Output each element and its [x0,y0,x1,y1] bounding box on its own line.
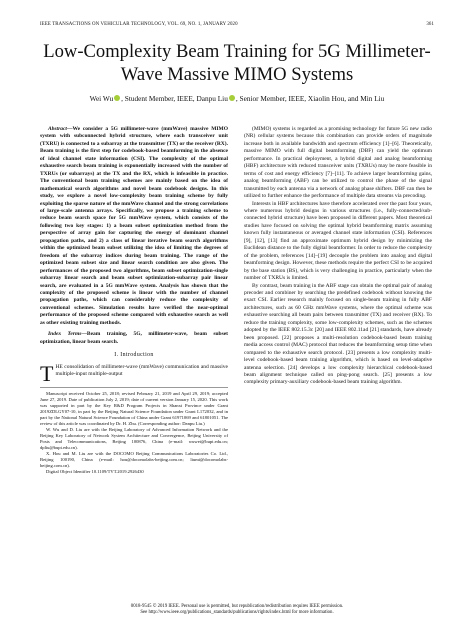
index-terms-text: —Beam training, 5G, millimeter-wave, beam subset optimization, linear beam search. [40,331,229,345]
abstract-lead: Abstract [48,126,67,132]
intro-text: HE consolidation of millimeter-wave (mmWave) communication and massive multiple-input multiple-output [55,363,228,378]
body-paragraph: By contrast, beam training in the ABF stage can obtain the optimal pair of analog precoder and combiner by searching the predefined codebook without knowing the exact CSI. Earlier research mainly focused on single-beam training in fully ABF architectures, such as 60 GHz mmWave systems, where the optimal scheme was exhaustive searching all beam pairs between transmitter (TX) and receiver (RX). To reduce the training complexity, some low-complexity schemes, such as the schemes adopted by the IEEE 802.15.3c [20] and IEEE 802.11ad [21] standards, have already been proposed. [22] proposes a multi-resolution codebook-based beam training media access control (MAC) protocol that reduces the beamforming setup time when compared to the exhaustive search protocol. [23] presents a low complexity multi-level codebook-based beam training algorithm, which is based on level-adaptive antenna selection. [24] develops a low complexity hierarchical codebook-based beam alignment technique called on ping-pong search. [25] presents a low complexity primary-auxiliary codebook-based beam training algorithm. [244,282,432,386]
author-wei-wu: Wei Wu [89,94,114,103]
journal-line: IEEE TRANSACTIONS ON VEHICULAR TECHNOLOGY, VOL. 69, NO. 1, JANUARY 2020 [40,22,238,27]
footnote-doi: Digital Object Identifier 10.1109/TVT.2019.2926430 [46,469,144,475]
body-paragraph: (MIMO) systems is regarded as a promising technology for future 5G new radio (NR) cellular systems because this combination can provide orders of magnitude increase both in available bandwidth and spectrum efficiency [1]–[6]. Theoretically, massive MIMO with full digital beamforming (DBF) can yield the optimum performance. In practical deployment, a hybrid digital and analog beamforming (HBF) architecture with reduced transceiver units (TXRUs) may be more feasible in terms of cost and energy efficiency [7]–[11]. To achieve larger beamforming gains, analog beamforming (ABF) can be utilized to control the phase of the signal transmitted by each antenna via a network of analog phase shifters. DBF can then be utilized to further enhance the performance of multiple data streams via precoding. [244,126,432,200]
index-terms [40,331,228,346]
abstract-text: —We consider a 5G millimeter-wave (mmWave) massive MIMO system with subconnected hybrid structure, where each transceiver unit (TXRU) is connected to a subarray at the transmitter (TX) or the receiver (RX). Beam training is the first step for codebook-based beamforming in the absence of ideal channel state information (CSI). The complexity of the optimal exhaustive search beam training is exponentially increased with the number of TXRUs (or subarrays) at the TX and the RX, which is infeasible in practice. The conventional beam training schemes are mainly based on the idea of mathematical search algorithms and novel beam codebook designs. In this study, we explore a novel low-complexity beam training scheme by fully exploiting the sparse nature of the mmWave channel and the strong correlations of large-scale antenna arrays. Specifically, we propose a training scheme to reduce beam search space for 5G mmWave system, which consists of the following two key stages: 1) a beam subset optimization method from the perspective of array gain for capturing the energy of dominant channel propagation paths, and 2) a class of linear iterative beam search algorithms within the optimized beam subset utilizing the idea of limiting the degrees of freedom of the subarray indices during beam training. The range of the optimized beam subset size and linear search condition are also given. The performances of the proposed two algorithms, beam subset optimization-single subarray linear search and beam subset optimization-subarray pair linear search, are evaluated in a 5G mmWave system. Analysis has shown that the complexity of the proposed scheme is linear with the number of channel propagation paths, which can considerably reduce the complexity of conventional schemes. Simulation results have verified the near-optimal performance of the proposed scheme compared with exhaustive search as well as other existing training methods. [40,126,228,326]
intro-paragraph [40,360,228,386]
copyright-footer [40,604,434,616]
index-terms-lead: Index Terms [48,331,82,338]
drop-cap: T [40,360,54,386]
abstract [40,126,228,327]
orcid-icon[interactable] [229,95,235,101]
running-header [40,22,434,27]
orcid-icon[interactable] [114,95,120,101]
section-heading-introduction: I. Introduction [114,352,154,359]
permissions-link[interactable]: See http://www.ieee.org/publications_standards/publications/rights/index.html for more information. [140,610,334,615]
body-paragraph: Interests in HBF architectures have therefore accelerated over the past four years, where numerous hybrid designs in various structures (i.e., fully-connected/sub-connected hybrid structure) have been proposed in different papers. Most theoretical studies have focused on solving the optimal hybrid beamforming matrix assuming known fully instantaneous or averaged channel state information (CSI). References [9], [12], [13] find an approximate optimum hybrid design by minimizing the Euclidean distance to the fully digital beamformer. In order to reduce the complexity of the problem, references [14]–[19] decouple the problem into analog and digital beamforming design. However, these methods require the perfect CSI to be acquired by the base station (BS), which is very challenging in practice, particularly when the number of TXRUs is limited. [244,200,432,282]
left-column [40,126,228,475]
author-rest: , Senior Member, IEEE, Xiaolin Hou, and Min Liu [235,94,385,103]
paper-title: Low-Complexity Beam Training for 5G Millimeter-Wave Massive MIMO Systems [43,41,431,85]
right-column [244,126,432,387]
footnote-affiliation-2: X. Hou and M. Liu are with the DOCOMO Beijing Communications Laboratories Co. Ltd., Beijing 100190, China (e-mail: hou@docomolabs-beijing.com.cn; liumi@docomolabs-beijing.com.cn). [40,450,228,469]
footnote-affiliation-1: W. Wu and D. Liu are with the Beijing Laboratory of Advanced Information Network and the Beijing Key Laboratory of Network System Architecture and Convergence, Beijing University of Posts and Telecommunications, Beijing 100876, China (e-mail: wuwei@bupt.edu.cn; dpliu@bupt.edu.cn). [40,426,228,450]
copyright-line: 0018-9545 © 2019 IEEE. Personal use is permitted, but republication/redistribution requires IEEE permission. [130,604,344,609]
author-line [40,94,434,103]
footnote-block [40,387,228,476]
page-number: 361 [426,22,434,27]
author-danpu-liu: , Student Member, IEEE, Danpu Liu [121,94,228,103]
footnote-manuscript: Manuscript received October 25, 2018; revised February 21, 2019 and April 29, 2019; accepted June 27, 2019. Date of publication July 2, 2019; date of current version January 15, 2020. This work was supported in part by the Key R&D Program Projects in Shanxi Province under Grant 2019ZDLGY07-10, in part by the Beijing Natural Science Foundation under Grant L172032, and in part by the National Natural Science Foundation of China under Grant 61971069 and 61801051. The review of this article was coordinated by Dr. H. Zhu. (Corresponding author: Danpu Liu.) [40,390,228,426]
